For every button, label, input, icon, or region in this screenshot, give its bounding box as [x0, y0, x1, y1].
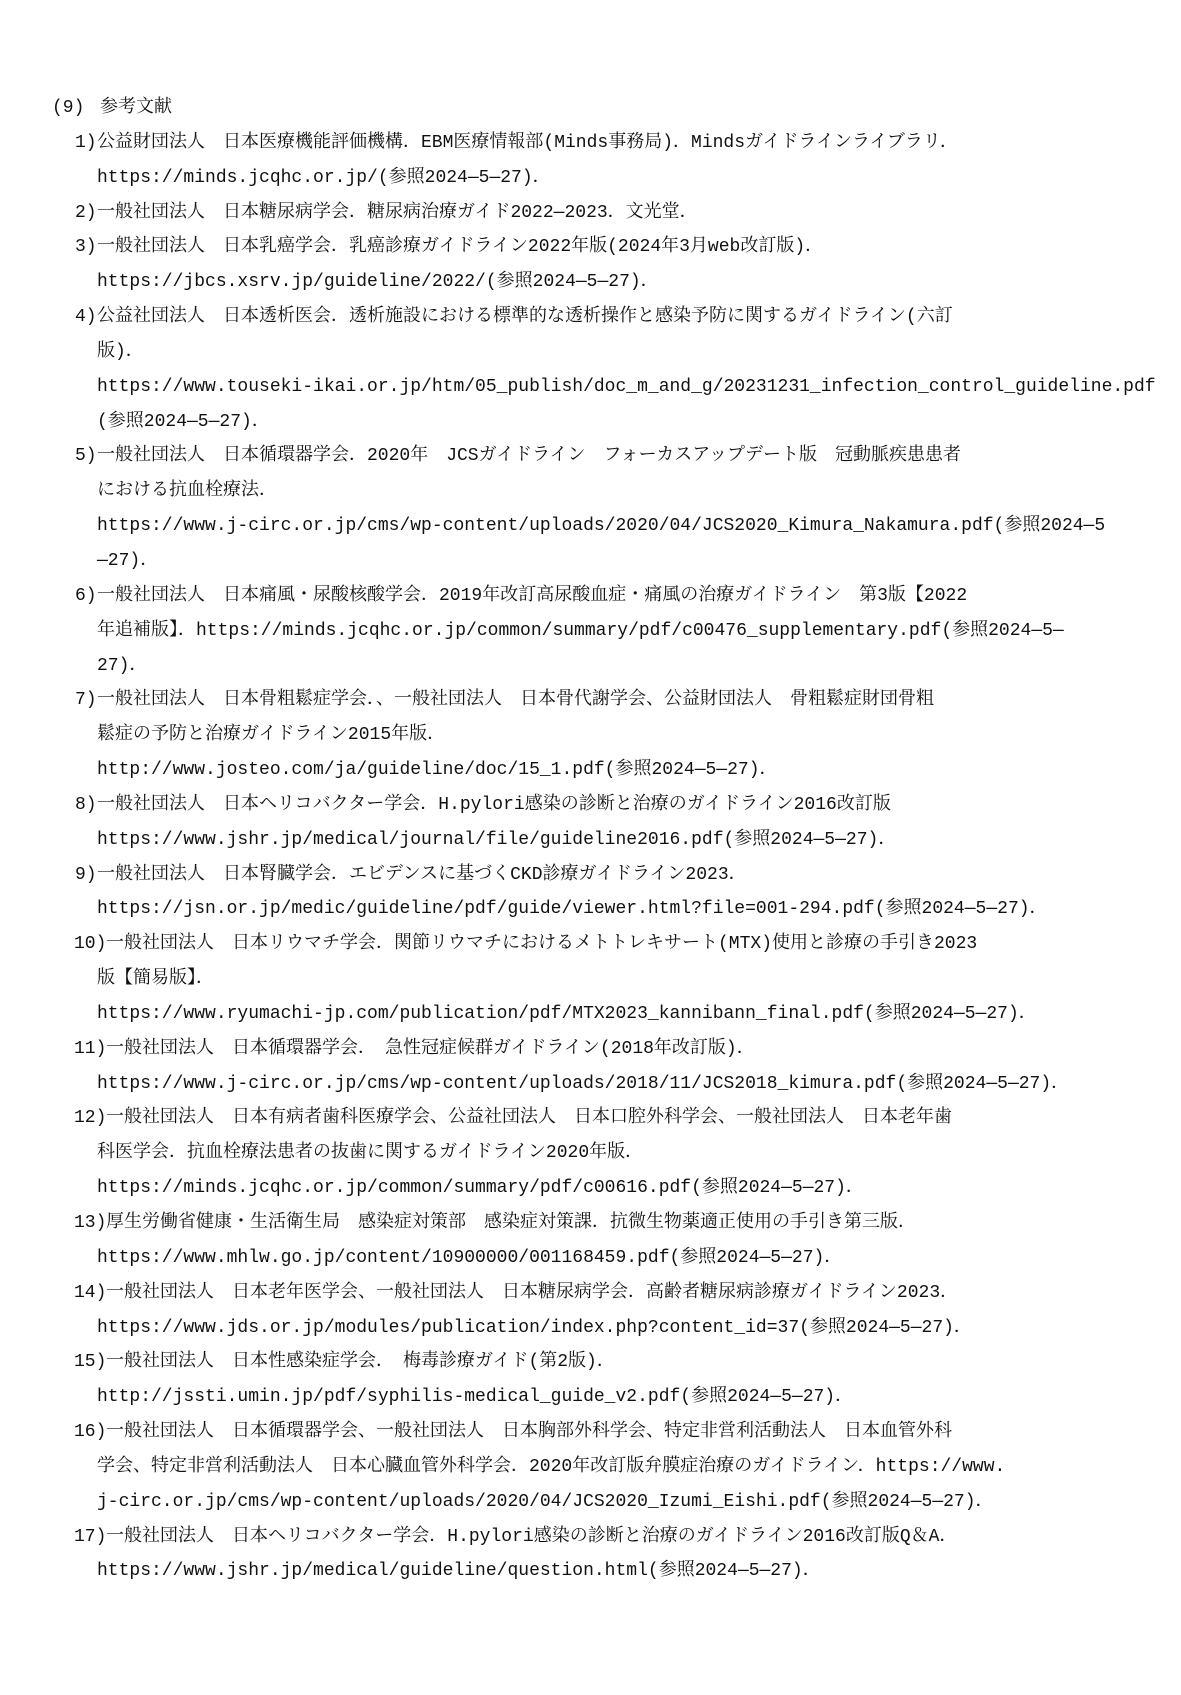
reference-text: https://www.j-circ.or.jp/cms/wp-content/uploads/2020/04/JCS2020_Kimura_Nakamura.pdf(参照2024―5 [97, 516, 1106, 537]
reference-text: 一般社団法人 日本循環器学会．2020年 JCSガイドライン フォーカスアップデート版 冠動脈疾患患者 [97, 446, 962, 467]
section-number: (9) [52, 98, 85, 118]
reference-text: https://minds.jcqhc.or.jp/(参照2024―5―27)． [97, 167, 551, 188]
reference-continuation-line [0, 544, 1181, 579]
reference-text: 一般社団法人 日本骨粗鬆症学会．、一般社団法人 日本骨代謝学会、公益財団法人 骨粗鬆症財団骨粗 [97, 690, 934, 711]
reference-first-line [0, 927, 1181, 962]
reference-number: 13) [74, 1213, 107, 1233]
section-heading [0, 91, 1181, 126]
reference-first-line [0, 196, 1181, 231]
reference-item [0, 1520, 1181, 1590]
reference-number: 10) [74, 934, 107, 955]
reference-number: 5) [75, 446, 97, 467]
reference-text: 版)． [97, 341, 144, 362]
reference-first-line [0, 1101, 1181, 1136]
reference-first-line [0, 300, 1181, 335]
reference-text: https://www.mhlw.go.jp/content/10900000/001168459.pdf(参照2024―5―27)． [97, 1247, 843, 1268]
reference-text: https://www.jshr.jp/medical/guideline/question.html(参照2024―5―27)． [97, 1561, 821, 1582]
reference-text: https://www.jshr.jp/medical/journal/file/guideline2016.pdf(参照2024―5―27)． [97, 829, 897, 850]
reference-continuation-line [0, 1554, 1181, 1589]
reference-continuation-line [0, 1241, 1181, 1276]
reference-item [0, 858, 1181, 928]
reference-continuation-line [0, 997, 1181, 1032]
reference-continuation-line [0, 1450, 1181, 1485]
reference-text: (参照2024―5―27)． [97, 411, 270, 432]
reference-continuation-line [0, 1067, 1181, 1102]
reference-number: 12) [74, 1108, 107, 1129]
reference-continuation-line [0, 649, 1181, 684]
reference-continuation-line [0, 753, 1181, 788]
reference-first-line [0, 1345, 1181, 1380]
reference-continuation-line [0, 161, 1181, 196]
reference-number: 2) [75, 202, 97, 223]
reference-first-line [0, 1415, 1181, 1450]
reference-continuation-line [0, 1171, 1181, 1206]
reference-item [0, 1206, 1181, 1276]
reference-text: 一般社団法人 日本乳癌学会．乳癌診療ガイドライン2022年版(2024年3月web改訂版)． [97, 237, 824, 258]
reference-continuation-line [0, 1485, 1181, 1520]
reference-text: 一般社団法人 日本リウマチ学会．関節リウマチにおけるメトトレキサート(MTX)使用と診療の手引き2023 [106, 934, 978, 955]
reference-text: j-circ.or.jp/cms/wp-content/uploads/2020/04/JCS2020_Izumi_Eishi.pdf(参照2024―5―27)． [97, 1491, 994, 1512]
reference-number: 11) [74, 1038, 107, 1059]
reference-text: 公益財団法人 日本医療機能評価機構．EBM医療情報部(Minds事務局)．Mindsガイドラインライブラリ． [97, 132, 958, 153]
reference-item [0, 1276, 1181, 1346]
reference-text: 一般社団法人 日本循環器学会． 急性冠症候群ガイドライン(2018年改訂版)． [106, 1038, 755, 1059]
reference-number: 3) [75, 237, 97, 258]
reference-first-line [0, 683, 1181, 718]
reference-list [0, 126, 1181, 1589]
reference-text: 学会、特定非営利活動法人 日本心臓血管外科学会．2020年改訂版弁膜症治療のガイドライン．https://www. [97, 1456, 1006, 1477]
reference-text: 科医学会．抗血栓療法患者の抜歯に関するガイドライン2020年版． [97, 1143, 644, 1164]
reference-text: 一般社団法人 日本ヘリコバクター学会．H.pylori感染の診断と治療のガイドライン2016改訂版 [97, 794, 891, 815]
reference-text: https://www.touseki-ikai.or.jp/htm/05_publish/doc_m_and_g/20231231_infection_control_guideline.pdf [97, 376, 1156, 397]
reference-text: 厚生労働省健康・生活衛生局 感染症対策部 感染症対策課．抗微生物薬適正使用の手引き第三版． [106, 1213, 916, 1233]
reference-item [0, 439, 1181, 578]
reference-continuation-line [0, 405, 1181, 440]
reference-text: 一般社団法人 日本糖尿病学会．糖尿病治療ガイド2022―2023．文光堂． [97, 202, 698, 223]
reference-item [0, 683, 1181, 788]
references-page [0, 91, 1181, 1589]
reference-item [0, 1032, 1181, 1102]
reference-number: 1) [75, 132, 97, 153]
reference-continuation-line [0, 474, 1181, 509]
reference-text: ―27)． [97, 550, 159, 571]
reference-continuation-line [0, 614, 1181, 649]
reference-text: http://jssti.umin.jp/pdf/syphilis-medical_guide_v2.pdf(参照2024―5―27)． [97, 1387, 854, 1408]
reference-first-line [0, 439, 1181, 474]
reference-text: 一般社団法人 日本性感染症学会． 梅毒診療ガイド(第2版)． [106, 1352, 615, 1373]
reference-text: 一般社団法人 日本ヘリコバクター学会．H.pylori感染の診断と治療のガイドライン2016改訂版Q＆A． [106, 1526, 958, 1547]
reference-number: 4) [75, 307, 97, 328]
reference-number: 9) [75, 864, 97, 885]
reference-first-line [0, 230, 1181, 265]
reference-first-line [0, 579, 1181, 614]
reference-text: https://jsn.or.jp/medic/guideline/pdf/guide/viewer.html?file=001-294.pdf(参照2024―5―27)． [97, 899, 1048, 920]
reference-continuation-line [0, 265, 1181, 300]
reference-text: http://www.josteo.com/ja/guideline/doc/15_1.pdf(参照2024―5―27)． [97, 760, 778, 781]
reference-first-line [0, 126, 1181, 161]
reference-number: 14) [74, 1282, 107, 1303]
reference-item [0, 1415, 1181, 1520]
reference-text: 27)． [97, 655, 148, 676]
reference-number: 7) [75, 690, 97, 711]
reference-continuation-line [0, 370, 1181, 405]
reference-continuation-line [0, 1380, 1181, 1415]
reference-first-line [0, 1032, 1181, 1067]
reference-text: 一般社団法人 日本循環器学会、一般社団法人 日本胸部外科学会、特定非営利活動法人 日本血管外科 [106, 1422, 952, 1443]
reference-text: 鬆症の予防と治療ガイドライン2015年版． [97, 725, 446, 746]
reference-continuation-line [0, 1311, 1181, 1346]
reference-item [0, 1345, 1181, 1415]
reference-text: 年追補版】．https://minds.jcqhc.or.jp/common/summary/pdf/c00476_supplementary.pdf(参照2024―5― [97, 620, 1064, 641]
reference-text: 一般社団法人 日本有病者歯科医療学会、公益社団法人 日本口腔外科学会、一般社団法人 日本老年歯 [106, 1108, 952, 1129]
reference-item [0, 579, 1181, 684]
reference-first-line [0, 1276, 1181, 1311]
reference-text: 一般社団法人 日本老年医学会、一般社団法人 日本糖尿病学会．高齢者糖尿病診療ガイドライン2023． [106, 1282, 959, 1303]
reference-text: 版【簡易版】． [97, 969, 214, 990]
reference-item [0, 1101, 1181, 1206]
reference-text: 一般社団法人 日本腎臓学会．エビデンスに基づくCKD診療ガイドライン2023． [97, 864, 747, 885]
reference-continuation-line [0, 335, 1181, 370]
reference-item [0, 126, 1181, 196]
reference-item [0, 927, 1181, 1032]
reference-continuation-line [0, 892, 1181, 927]
reference-first-line [0, 1520, 1181, 1555]
reference-text: 公益社団法人 日本透析医会．透析施設における標準的な透析操作と感染予防に関するガイドライン(六訂 [97, 307, 953, 328]
reference-text: https://www.ryumachi-jp.com/publication/pdf/MTX2023_kannibann_final.pdf(参照2024―5―27)． [97, 1003, 1037, 1024]
reference-number: 17) [74, 1526, 107, 1547]
reference-text: https://www.j-circ.or.jp/cms/wp-content/uploads/2018/11/JCS2018_kimura.pdf(参照2024―5―27)． [97, 1073, 1070, 1094]
reference-first-line [0, 788, 1181, 823]
reference-continuation-line [0, 962, 1181, 997]
reference-number: 8) [75, 794, 97, 815]
reference-item [0, 300, 1181, 439]
reference-continuation-line [0, 823, 1181, 858]
reference-number: 6) [75, 585, 97, 606]
reference-first-line [0, 858, 1181, 893]
reference-text: https://www.jds.or.jp/modules/publication/index.php?content_id=37(参照2024―5―27)． [97, 1317, 972, 1338]
reference-text: における抗血栓療法． [97, 481, 277, 502]
reference-first-line [0, 1206, 1181, 1241]
reference-text: https://jbcs.xsrv.jp/guideline/2022/(参照2024―5―27)． [97, 272, 659, 293]
reference-text: 一般社団法人 日本痛風・尿酸核酸学会．2019年改訂高尿酸血症・痛風の治療ガイドライン 第3版【2022 [97, 585, 968, 606]
reference-item [0, 230, 1181, 300]
reference-text: https://minds.jcqhc.or.jp/common/summary/pdf/c00616.pdf(参照2024―5―27)． [97, 1178, 864, 1199]
reference-continuation-line [0, 509, 1181, 544]
reference-number: 16) [74, 1422, 107, 1443]
reference-continuation-line [0, 1136, 1181, 1171]
section-title: 参考文献 [100, 98, 172, 118]
reference-continuation-line [0, 718, 1181, 753]
reference-item [0, 196, 1181, 231]
reference-item [0, 788, 1181, 858]
reference-number: 15) [74, 1352, 107, 1373]
